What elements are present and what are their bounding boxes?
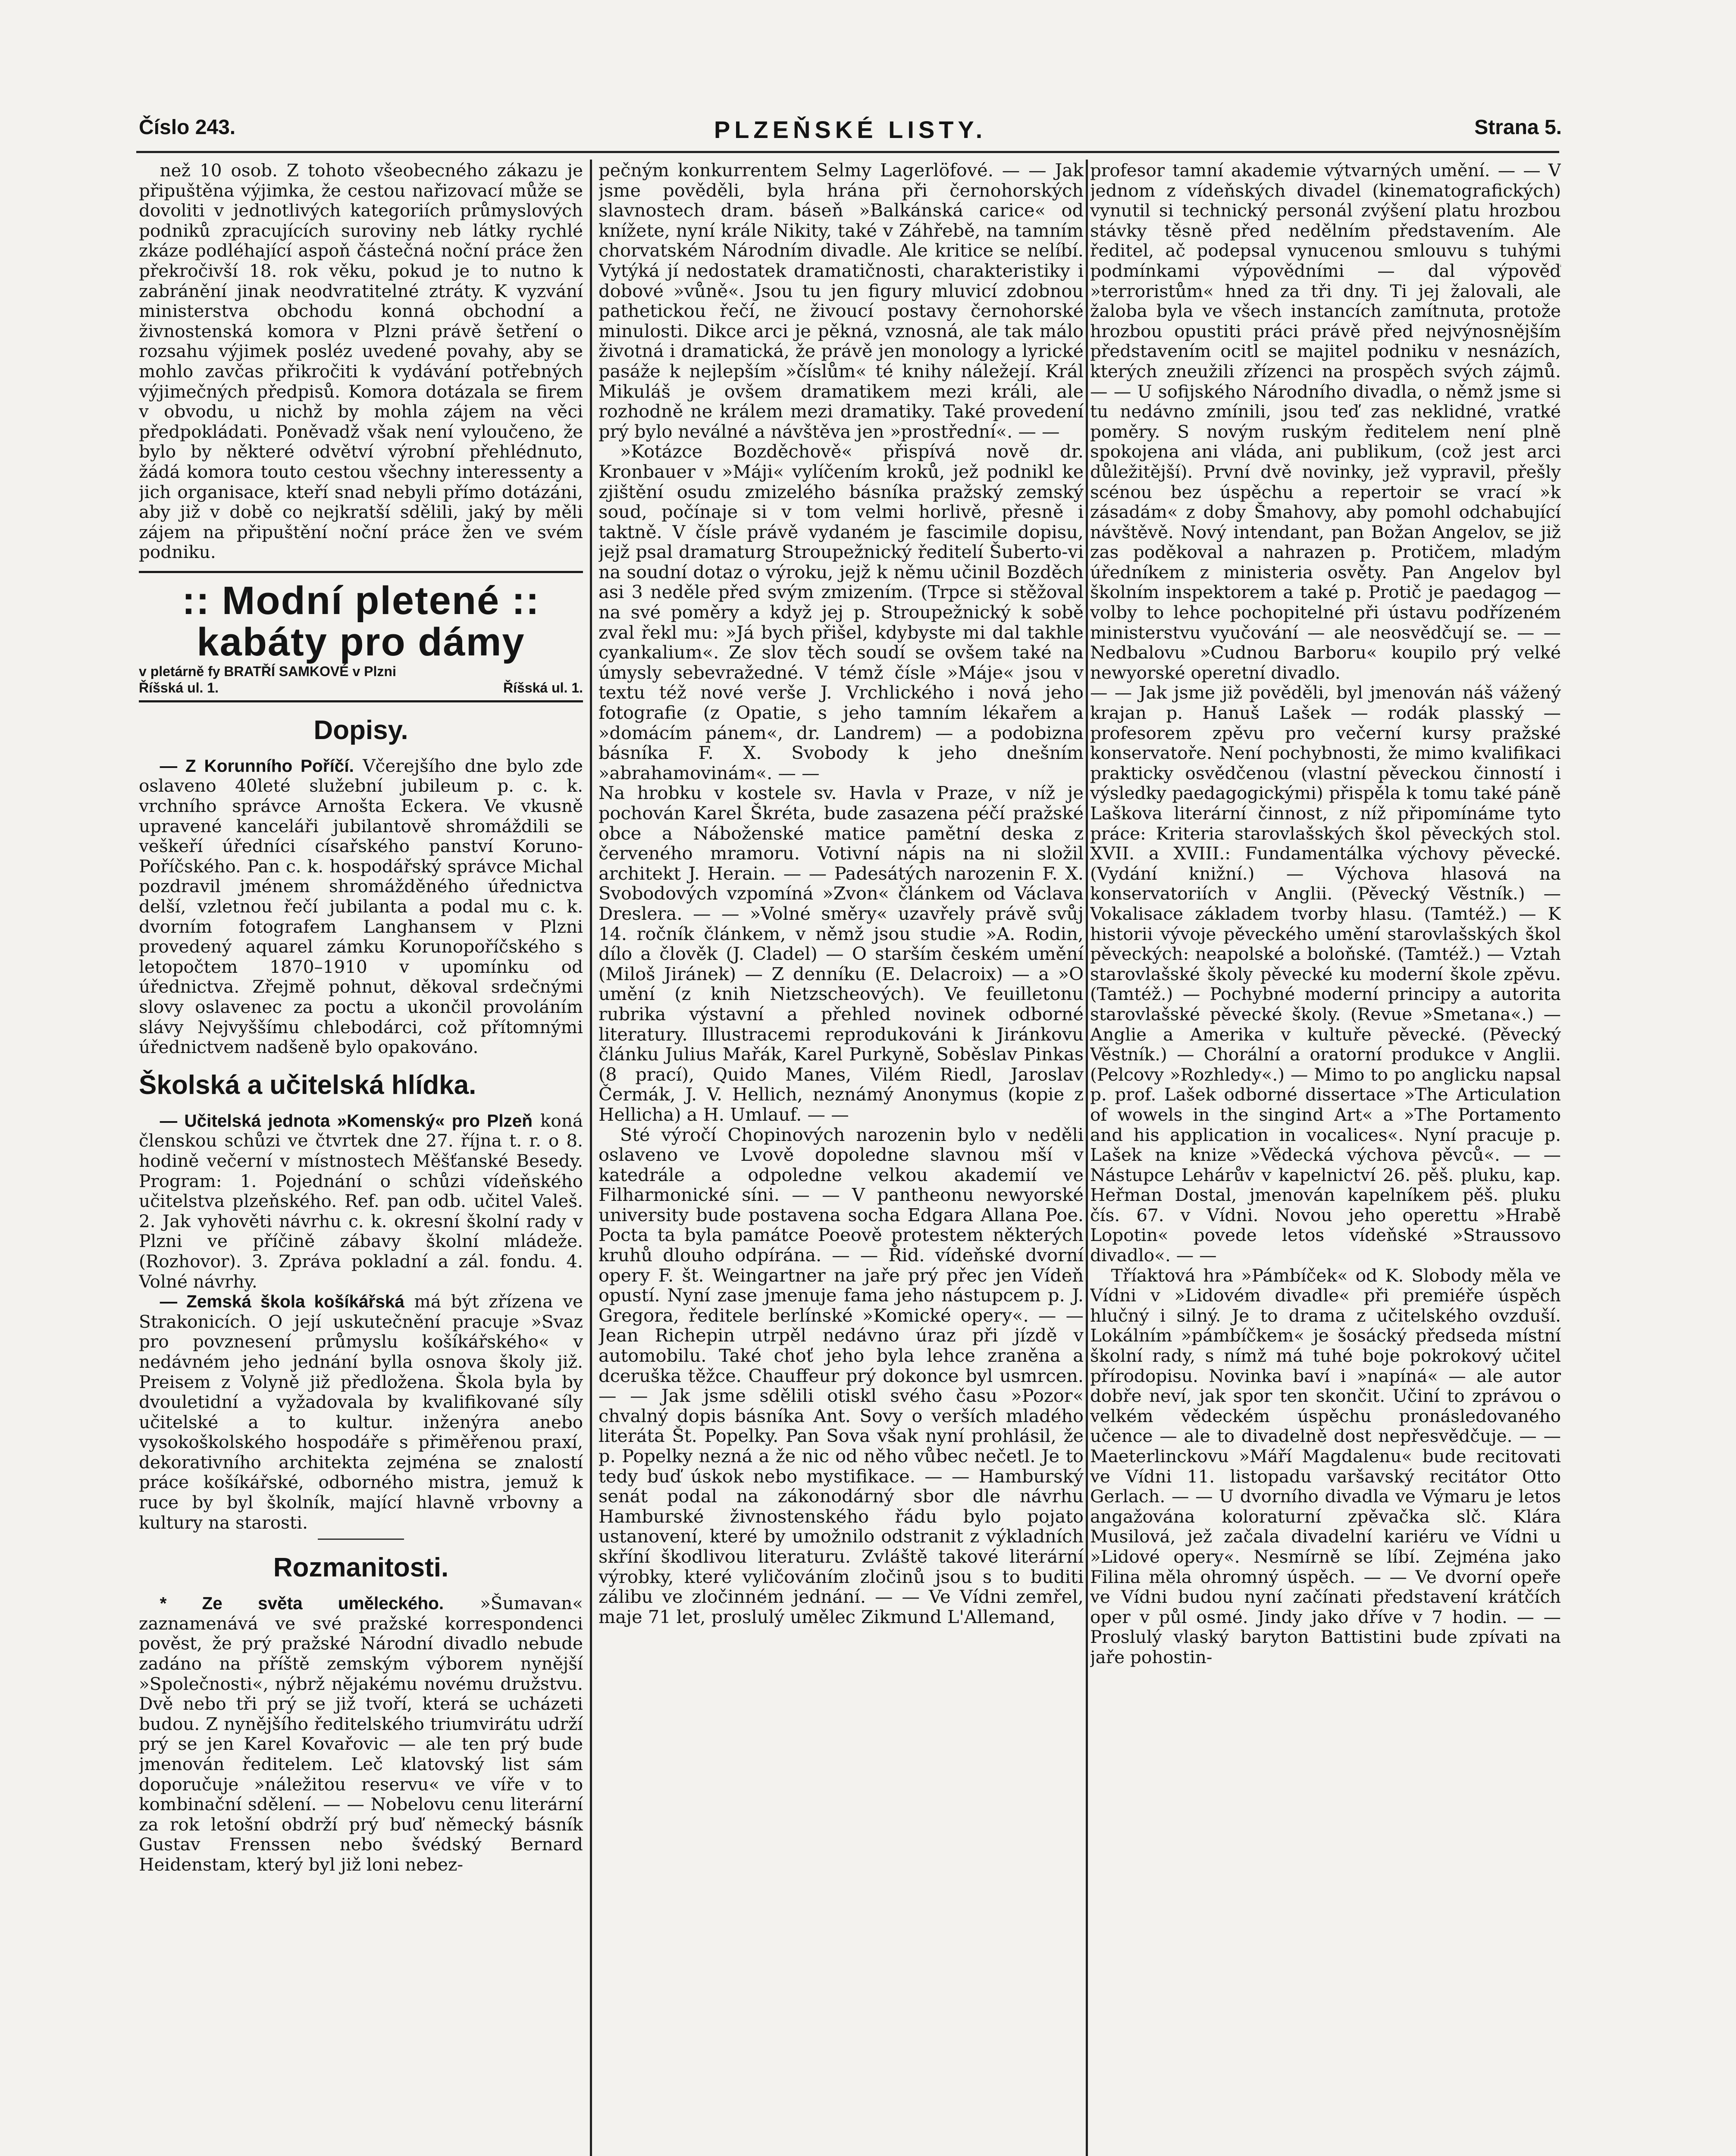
article-kicker: * Ze světa uměleckého. <box>160 1593 444 1614</box>
ad-address-right: Říšská ul. 1. <box>503 680 583 696</box>
article-text <box>139 1111 583 1291</box>
column-divider <box>1086 160 1088 2156</box>
divider <box>318 1539 404 1540</box>
header-rule <box>136 151 1559 153</box>
article-body: »Šumavan« zaznamenává ve své pražské korrespondenci pověst, že prý pražské Národní divadlo nebude zadáno na příště zemským výborem nynější »Společnosti«, nýbrž nějakému novému družstvu. Dvě nebo tři prý se již tvoří, která se ucházeti budou. Z nynějšího ředitelského triumvirátu udrží prý se jen Karel Kovařovic — ale ten prý bude jmenován ředitelem. Leč klatovský list sám doporučuje »náležitou reservu« ve víře v to kombinační sdělení. — — Nobelovu cenu literární za rok letošní obdrží prý buď německý básník Gustav Frenssen nebo švédský Bernard Heidenstam, který byl již loni nebez- <box>139 1593 583 1875</box>
newspaper-title: PLZEŇSKÉ LISTY. <box>714 116 987 143</box>
section-heading-dopisy: Dopisy. <box>313 715 408 745</box>
article-text <box>139 1593 583 1874</box>
article-kicker: — Zemská škola košíkářská <box>160 1291 404 1312</box>
advertisement <box>139 571 583 702</box>
column-1 <box>139 160 583 2156</box>
article-text: profesor tamní akademie výtvarných umění. — — V jednom z vídeňských divadel (kinematografických) vynutil si technický personál zvýšení platu hrozbou stávky těsně před nedělním představením. Ale ředitel, ač podepsal vynucenou smlouvu s tuhými podmínkami výpovědními — dal výpověď »terroristům« hned za tři dny. Ti jej žalovali, ale žaloba byla ve všech instancích zamítnuta, protože hrozbou opustiti práci právě před nejvýnosnějším představením ocitl se majitel podniku v nesnázích, kterých zneužili zřízenci na prospěch svých zájmů. — — U sofijského Národního divadla, o němž jsme si tu nedávno zmínili, jsou teď zas neklidné, vratké poměry. S novým ruským ředitelem není plně spokojena ani vláda, ani publikum, (což jest arci důležitější). První dvě novinky, jež vypravil, přešly scénou bez úspěchu a repertoir se vrací »k zásadám« z doby Šmahovy, aby pomohl odchabující návštěvě. Nový intendant, pan Božan Angelov, se již zas poděkoval a nahrazen p. Protičem, mladým úředníkem z ministeria osvěty. Pan Angelov byl školním inspektorem a také p. Protič je paedagog — volby to lehce pochopitelné při ústavu podřízeném ministerstvu vyučování — ale neosvědčují se. — — Nedbalovu »Cudnou Barboru« koupilo prý velké newyorské operetní divadlo. <box>1090 160 1561 683</box>
article-text: Na hrobku v kostele sv. Havla v Praze, v níž je pochován Karel Škréta, bude zasazena péčí pražské obce a Náboženské matice pamětní deska z červeného mramoru. Votivní nápis na ni složil architekt J. Herain. — — Padesátých narozenin F. X. Svobodových vzpomíná »Zvon« článkem od Václava Dreslera. — — »Volné směry« uzavřely právě svůj 14. ročník článkem, v němž jsou studie »A. Rodin, dílo a člověk (J. Cladel) — O starším českém umění (Miloš Jiránek) — Z denníku (E. Delacroix) — a »O umění (z knih Nietzscheových). Ve feuilletonu rubrika výstavní a přehled novinek odborné literatury. Illustracemi reprodukováni k Jiránkovu článku Julius Mařák, Karel Purkyně, Soběslav Pinkas (8 prací), Quido Manes, Vilém Riedl, Jaroslav Čermák, J. V. Hellich, neznámý Anonymus (kopie z Hellicha) a H. Umlauf. — — <box>599 782 1084 1125</box>
article-text: než 10 osob. Z tohoto všeobecného zákazu je připuštěna výjimka, že cestou nařizovací může se dovoliti v jednotlivých kategoriích průmyslových podniků zpracujících suroviny neb látky rychlé zkáze podléhající aspoň částečná noční práce žen překročivší 18. rok věku, pokud je to nutno k zabránění jinak neodvratitelné ztráty. K vyzvání ministerstva obchodu konná obchodní a živnostenská komora v Plzni právě šetření o rozsahu výjimek posléz uvedené povahy, aby se mohlo zavčas přikročiti k vydávání potřebných výjimečných předpisů. Komora dotázala se firem v obvodu, u nichž by mohla zájem na věci předpokládati. Poněvadž však není vyloučeno, že bylo by některé odvětví výrobní přehlédnuto, žádá komora touto cestou všechny interessenty a jich organisace, kteří snad nebyli přímo dotázáni, aby již v době co nejkratší sdělili, jaký by měli zájem na připuštění noční práce žen ve svém podniku. <box>139 160 583 563</box>
article-body: Včerejšího dne bylo zde oslaveno 40leté služební jubileum p. c. k. vrchního správce Arnošta Eckera. Ve vkusně upravené kanceláři jubilantově shromáždili se veškeří úředníci císařského panství Koruno-Poříčského. Pan c. k. hospodářský správce Michal pozdravil jménem shromážděného úřednictva delší, vzletnou řečí jubilanta a podal mu c. k. dvorním fotografem Langhansem v Plzni provedený aquarel zámku Korunopoříčského s letopočtem 1870–1910 v upomínku od úřednictva. Zřejmě pohnut, děkoval srdečnými slovy oslavenec za poctu a ukončil provoláním slávy Nejvyššímu chlebodárci, což přítomnými úřednictvem nadšeně bylo opakováno. <box>139 755 583 1058</box>
article-body: koná členskou schůzi ve čtvrtek dne 27. října t. r. o 8. hodině večerní v místnostech Měšťanské Besedy. Program: 1. Pojednání o schůzi vídeňského učitelstva plzeňského. Ref. pan odb. učitel Valeš. 2. Jak vyhověti návrhu c. k. okresní školní rady v Plzni ve příčině zábavy školní mládeže. (Rozhovor). 3. Zpráva pokladní a zál. fondu. 4. Volné návrhy. <box>139 1110 583 1292</box>
article-text: Tříaktová hra »Pámbíček« od K. Slobody měla ve Vídni v »Lidovém divadle« při premiéře úspěch hlučný i silný. Je to drama z učitelského ovzduší. Lokálním »pámbíčkem« je šosácký předseda místní školní rady, s nímž má tuhé boje pokrokový učitel přírodopisu. Novinka baví i »napíná« — ale autor dobře neví, jak spor ten skončit. Učiní to zprávou o velkém vědeckém úspěchu pronásledovaného učence — ale to divadelně dost nepřesvědčuje. — — Maeterlinckovu »Máří Magdalenu« bude recitovati ve Vídni 11. listopadu varšavský recitátor Otto Gerlach. — — U dvorního divadla ve Výmaru je letos angažována koloraturní zpěvačka slč. Klára Musilová, jež začala divadelní kariéru ve Vídni u »Lidové opery«. Nesmírně se líbí. Zejména jako Filina měla ohromný úspěch. — — Ve dvorní opeře ve Vídni budou nyní začínati představení krátčích oper v půl osmé. Jindy jako dříve v 7 hodin. — — Proslulý vlaský baryton Battistini bude zpívati na jaře pohostin- <box>1090 1265 1561 1667</box>
ad-address-left: Říšská ul. 1. <box>139 680 219 696</box>
article-text: — — Jak jsme již pověděli, byl jmenován náš vážený krajan p. Hanuš Lašek — rodák plasský — profesorem zpěvu pro večerní kursy pražské konservatoře. Není pochybnosti, že mimo kvalifikaci prakticky osvědčenou (vlastní pěveckou činností i výsledky paedagogickými) přispěla k tomu také páně Laškova literární činnost, z níž připomínáme tyto práce: Kriteria starovlašských škol pěveckých stol. XVII. a XVIII.: Fundamentálka výchovy pěvecké. (Vydání knižní.) — Výchova hlasová na konservatoriích v Anglii. (Pěvecký Věstník.) — Vokalisace základem tvorby hlasu. (Tamtéž.) — K historii vývoje pěveckého umění starovlašských škol pěveckých: neapolské a boloňské. (Tamtéž.) — Vztah starovlašské školy pěvecké ku moderní škole zpěvu. (Tamtéž.) — Pochybné moderní principy a autorita starovlašské pěvecké školy. (Revue »Smetana«.) — Anglie a Amerika v kultuře pěvecké. (Pěvecký Věstník.) — Chorální a oratorní produkce v Anglii. (Pelcovy »Rozhledy«.) — Mimo to po anglicku napsal p. prof. Lašek odborné dissertace »The Articulation of wowels in the singind Art« a »The Portamento and his application in vocalices«. Nyní pracuje p. Lašek na knize »Vědecká výchova pěvců«. — — Nástupce Lehárův v kapelnictví 26. pěš. pluku, kap. Heřman Dostal, jmenován kapelníkem pěš. pluku čís. 67. v Vídni. Novou jeho operettu »Hrabě Lopotin« povede letos vídeňské »Straussovo divadlo«. — — <box>1090 682 1561 1266</box>
ad-headline-2: kabáty pro dámy <box>197 620 525 664</box>
column-3 <box>1090 160 1561 2156</box>
ad-headline-1: :: Modní pletené :: <box>182 578 540 623</box>
section-heading-skolska: Školská a učitelská hlídka. <box>139 1070 476 1100</box>
ad-company: v pletárně fy BRATŘÍ SAMKOVÉ v Plzni <box>139 663 396 679</box>
article-text: Sté výročí Chopinových narozenin bylo v neděli oslaveno ve Lvově dopoledne slavnou mší v katedrále a odpoledne velkou akademií ve Filharmonické síni. — — V pantheonu newyorské university bude postavena socha Edgara Allana Poe. Pocta ta byla památce Poeově protestem některých kruhů dlouho odpírána. — — Řid. vídeňské dvorní opery F. št. Weingartner na jaře prý přec jen Vídeň opustí. Nyní zase jmenuje fama jeho nástupcem p. J. Gregora, ředitele berlínské »Komické opery«. — — Jean Richepin utrpěl nedávno úraz při jízdě v automobilu. Také choť jeho byla lehce zraněna a dceruška těžce. Chauffeur prý dokonce byl usmrcen. — — Jak jsme sdělili otiskl svého času »Pozor« chvalný dopis básníka Ant. Sovy o verších mladého literáta Št. Popelky. Pan Sova však nyní prohlásil, že p. Popelky nezná a že nic od něho vůbec nečetl. Je to tedy buď úskok nebo mystifikace. — — Hamburský senát podal na zákonodárný sbor dle návrhu Hamburské živnostenského řádu bylo pojato ustanovení, které by umožnilo odstranit z výkladních skříní škodlivou literaturu. Zvláště takové literární výrobky, které vyličováním zločinů jsou s to buditi zálibu ve zločinném jednání. — — Ve Vídni zemřel, maje 71 let, proslulý umělec Zikmund L'Allemand, <box>599 1124 1084 1627</box>
article-text: »Kotázce Bozděchově« přispívá nově dr. Kronbauer v »Máji« vylíčením kroků, jež podnikl ke zjištění osudu zmizelého básníka pražský zemský soud, počínaje si v tom velmi horlivě, přesně i taktně. V čísle právě vydaném je fascimile dopisu, jejž psal dramaturg Stroupežnický ředitelí Šuberto-vi na soudní dotaz o výroku, jejž k němu učinil Bozděch asi 3 neděle před svým zmizením. (Trpce si stěžoval na své poměry a když jej p. Stroupežnický k sobě zval řekl mu: »Já bych přišel, kdybyste mi dal takhle cyankalium«. Ze slov těch soudí se ovšem také na úmysly sebevražedné. V témž čísle »Máje« jsou v textu též nové verše J. Vrchlického i nová jeho fotografie (z Opatie, s jeho tamním lékařem a »domácím pánem«, dr. Landrem) — a podobizna básníka F. X. Svobody k jeho dnešním »abrahamovinám«. — — <box>599 441 1084 783</box>
page-number: Strana 5. <box>1474 116 1562 139</box>
column-divider <box>590 160 592 2156</box>
article-kicker: — Učitelská jednota »Komenský« pro Plzeň <box>160 1110 533 1131</box>
article-kicker: — Z Korunního Poříčí. <box>160 755 354 776</box>
issue-number: Číslo 243. <box>139 116 236 139</box>
masthead <box>139 116 1562 150</box>
article-text <box>139 1291 583 1532</box>
column-2 <box>599 160 1084 2156</box>
article-body: má být zřízena ve Strakonicích. O její uskutečnění pracuje »Svaz pro povznesení průmyslu košíkářského« v nedávném jeho jednání bylla osnova školy již. Preisem z Volyně již předložena. Škola byla by dvouletidní a vyžadovala by kvalifikované síly učitelské a to kultur. inženýra anebo vysokoškolského hospodáře s přiměřenou praxí, dekorativního architekta zejména se znalostí práce košíkářské, odborného mistra, jemuž k ruce by byl školník, mající hlavně vrbovny a kultury na starosti. <box>139 1291 583 1533</box>
section-heading-rozmanitosti: Rozmanitosti. <box>273 1553 449 1583</box>
article-text: pečným konkurrentem Selmy Lagerlöfové. — — Jak jsme pověděli, byla hrána při černohorských slavnostech dram. báseň »Balkánská carice« od knížete, nyní krále Nikity, také v Záhřebě, na tamním chorvatském Národním divadle. Ale kritice se nelíbí. Vytýká jí nedostatek dramatičnosti, charakteristiky i dobové »vůně«. Jsou tu jen figury mluvicí zdobnou pathetickou řečí, ne živoucí postavy černohorské minulosti. Dikce arci je pěkná, vznosná, ale tak málo životná i dramatická, že právě jen monology a lyrické pasáže k nejlepším »číslům« té knihy náležejí. Král Mikuláš je ovšem dramatikem mezi králi, ale rozhodně ne králem mezi dramatiky. Také provedení prý bylo neválné a návštěva jen »prostřední«. — — <box>599 160 1084 442</box>
article-text <box>139 756 583 1057</box>
